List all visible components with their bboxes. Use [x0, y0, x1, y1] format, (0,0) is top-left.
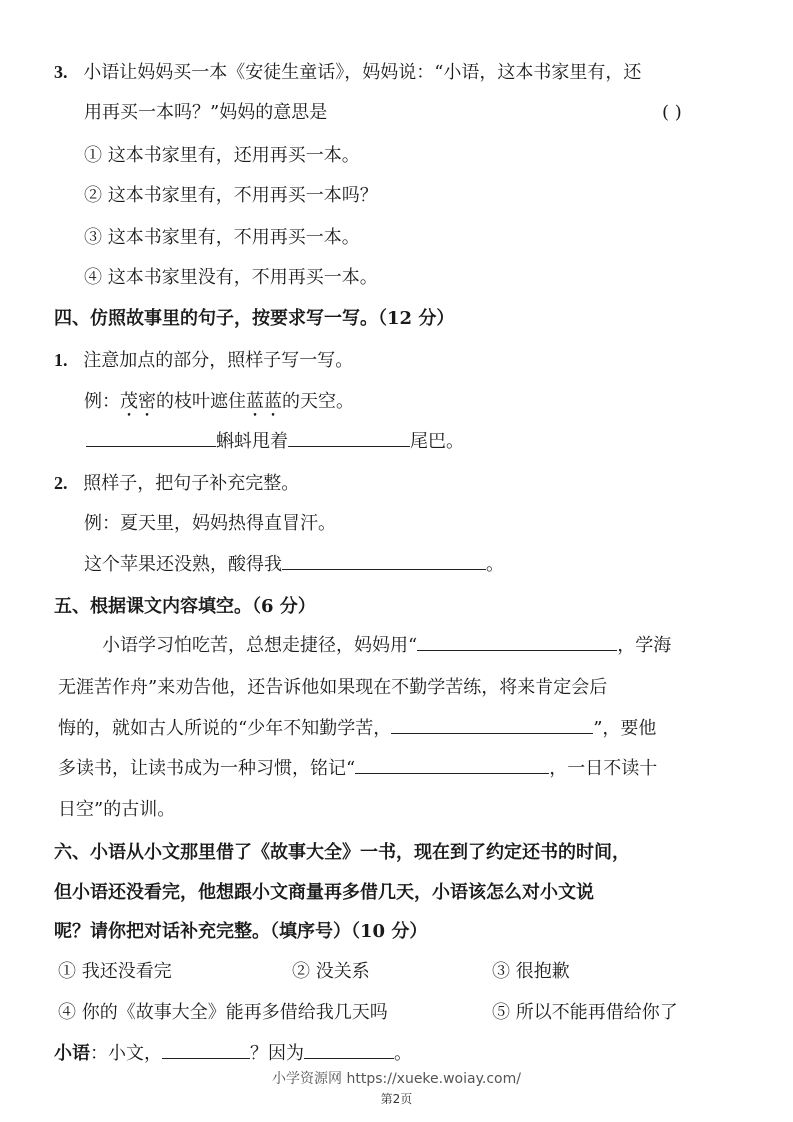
s5-line3	[58, 717, 656, 741]
s6-option-5: ⑤ 所以不能再借给你了	[492, 1002, 678, 1023]
s4-q1-text: 注意加点的部分，照样子写一写。	[83, 350, 354, 371]
dialogue-part-a: ：小文，	[90, 1043, 162, 1064]
fill-blank[interactable]	[417, 634, 617, 651]
dialogue-speaker: 小语	[54, 1043, 90, 1064]
q3-line1	[54, 60, 641, 85]
s4-q1	[54, 348, 353, 373]
q3-answer-parentheses[interactable]: ( )	[662, 102, 682, 123]
dotted-char: 茂	[120, 391, 138, 412]
fill-blank[interactable]	[288, 430, 410, 447]
fill-blank[interactable]	[355, 757, 549, 774]
s5-line2: 无涯苦作舟”来劝告他，还告诉他如果现在不勤学苦练，将来肯定会后	[58, 677, 608, 698]
section-6-line3: 呢？请你把对话补充完整。（填序号）（10 分）	[54, 921, 428, 942]
s4-q1-number: 1.	[54, 350, 68, 370]
s6-option-4: ④ 你的《故事大全》能再多借给我几天吗	[58, 1002, 388, 1023]
q3-option-4: ④ 这本书家里没有，不用再买一本。	[84, 267, 378, 288]
fill-end-text: 。	[486, 554, 504, 575]
fill-blank[interactable]	[162, 1042, 250, 1059]
example-prefix: 例：	[84, 391, 120, 412]
fill-middle-text: 蝌蚪甩着	[216, 431, 288, 452]
footer-source: 小学资源网 https://xueke.woiay.com/	[272, 1071, 521, 1087]
s5-line3-pre: 悔的，就如古人所说的“少年不知勤学苦，	[58, 718, 392, 739]
s4-q2-example: 例：夏天里，妈妈热得直冒汗。	[84, 513, 336, 534]
s4-q2	[54, 471, 299, 496]
s5-line1	[102, 634, 671, 658]
dialogue-part-c: 。	[394, 1043, 412, 1064]
s5-line3-post: ”，要他	[593, 718, 657, 739]
fill-blank[interactable]	[282, 553, 486, 570]
s6-dialogue	[54, 1042, 412, 1066]
section-6-line1: 六、小语从小文那里借了《故事大全》一书，现在到了约定还书的时间，	[54, 842, 630, 863]
example-middle: 的枝叶遮住	[156, 391, 246, 412]
fill-blank[interactable]	[86, 430, 216, 447]
s5-line4-pre: 多读书，让读书成为一种习惯，铭记“	[58, 758, 356, 779]
s4-q2-text: 照样子，把句子补充完整。	[83, 473, 300, 494]
q3-text-line2: 用再买一本吗？”妈妈的意思是	[84, 102, 328, 123]
dotted-char: 蓝	[246, 391, 264, 412]
s6-option-1: ① 我还没看完	[58, 961, 172, 982]
q3-option-3: ③ 这本书家里有，不用再买一本。	[84, 227, 360, 248]
example-suffix: 的天空。	[282, 391, 354, 412]
dotted-char: 蓝	[264, 391, 282, 412]
fill-blank[interactable]	[304, 1042, 394, 1059]
s5-line5: 日空”的古训。	[58, 799, 176, 820]
s4-q2-fill-line	[84, 553, 504, 577]
dialogue-part-b: ？因为	[250, 1043, 304, 1064]
section-6-line2: 但小语还没看完，他想跟小文商量再多借几天，小语该怎么对小文说	[54, 882, 594, 903]
s4-q2-number: 2.	[54, 473, 68, 493]
s5-line1-pre: 小语学习怕吃苦，总想走捷径，妈妈用“	[102, 635, 418, 656]
q3-option-1: ① 这本书家里有，还用再买一本。	[84, 145, 360, 166]
s5-line4-post: ，一日不读十	[549, 758, 658, 779]
fill-prefix: 这个苹果还没熟，酸得我	[84, 554, 282, 575]
q3-text-line1: 小语让妈妈买一本《安徒生童话》，妈妈说：“小语，这本书家里有，还	[83, 62, 642, 83]
s6-option-2: ② 没关系	[292, 961, 370, 982]
section-4-title: 四、仿照故事里的句子，按要求写一写。（12 分）	[54, 308, 455, 329]
page-number: 第2页	[380, 1092, 413, 1106]
dotted-char: 密	[138, 391, 156, 412]
s4-q1-fill-line	[86, 430, 464, 454]
s5-line4	[58, 757, 657, 781]
s6-option-3: ③ 很抱歉	[492, 961, 570, 982]
s5-line1-post: ，学海	[617, 635, 672, 656]
fill-end-text: 尾巴。	[410, 431, 464, 452]
s4-q1-example	[84, 390, 354, 414]
q3-option-2: ② 这本书家里有，不用再买一本吗？	[84, 185, 378, 206]
q3-number: 3.	[54, 62, 68, 82]
section-5-title: 五、根据课文内容填空。（6 分）	[54, 596, 316, 617]
fill-blank[interactable]	[391, 717, 593, 734]
